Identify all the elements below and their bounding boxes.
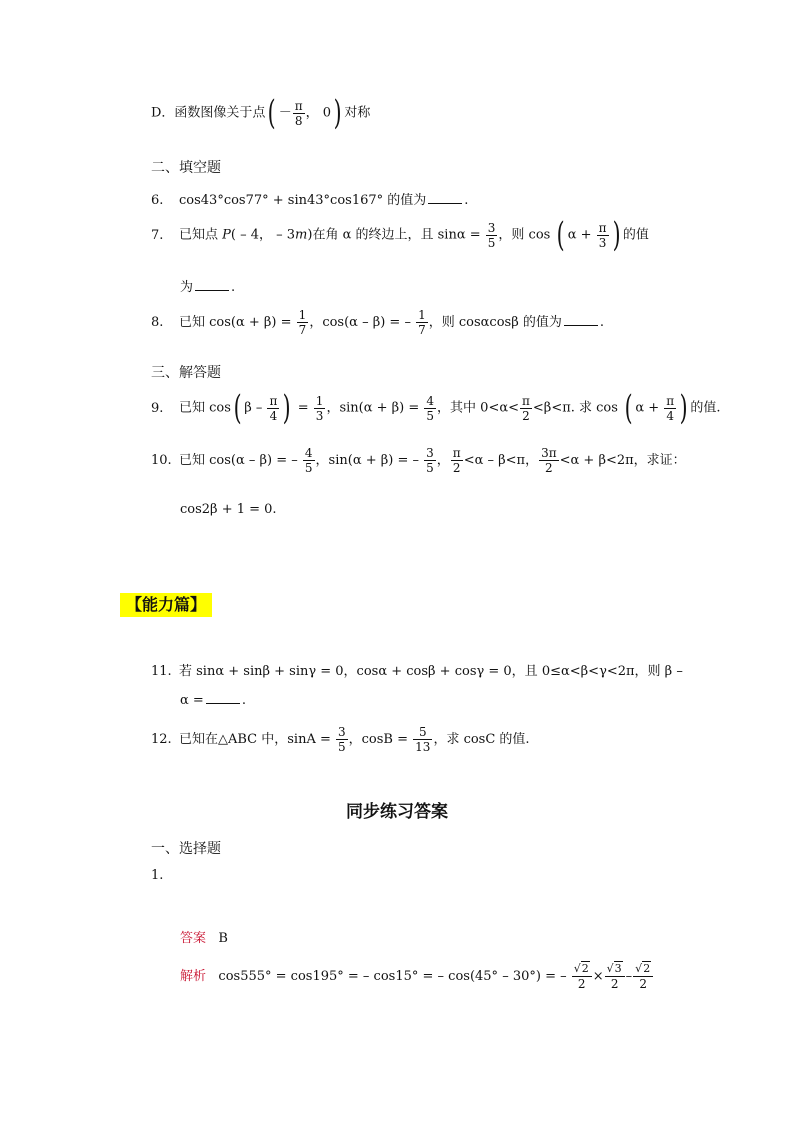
fraction: $\frac{\pi}{2}$ bbox=[452, 446, 461, 475]
fraction: $\frac{4}{5}$ bbox=[426, 393, 435, 423]
answer-line bbox=[180, 927, 228, 946]
fraction: $\frac{√2}{2}$ bbox=[633, 962, 653, 991]
fraction: $\frac{1}{7}$ bbox=[418, 308, 426, 337]
question-11: 11. 若 sinα + sinβ + sinγ = 0，cosα + cosβ + cosγ = 0，且 0≤α<β<γ<2π，则 β – bbox=[151, 664, 683, 679]
question-8: 8. 已知 cos(α + β) = $\frac{1}{7}$ ，cos(α – β) = – $\frac{1}{7}$ ，则 cosαcosβ 的值为 . bbox=[151, 308, 604, 337]
section-fill-blank: 二、填空题 bbox=[151, 160, 221, 176]
question-6: 6. cos43°cos77° + sin43°cos167° 的值为 . bbox=[151, 193, 469, 208]
ability-section-banner: 【能力篇】 bbox=[120, 593, 212, 617]
fraction: $\frac{√3}{2}$ bbox=[605, 962, 625, 991]
section-multiple-choice: 一、选择题 bbox=[151, 841, 221, 857]
fraction: $\frac{4}{5}$ bbox=[304, 446, 313, 475]
fraction: $\frac{\pi}{3}$ bbox=[598, 220, 607, 250]
question-7: 7. 已知点 P( – 4， – 3m)在角 α 的终边上，且 sinα = $\frac{3}{5}$ ，则 cos ( α + $\frac{\pi}{3}$ ) 的值 bbox=[151, 215, 649, 255]
fraction: $\frac{1}{3}$ bbox=[315, 393, 324, 423]
fraction: $\frac{3}{5}$ bbox=[338, 725, 346, 754]
fraction: $\frac{\pi}{4}$ bbox=[269, 393, 278, 423]
fraction: $\frac{√2}{2}$ bbox=[572, 962, 592, 991]
fraction: $\frac{1}{7}$ bbox=[298, 308, 307, 337]
fraction: $\frac{3}{5}$ bbox=[487, 220, 496, 250]
right-paren: ) bbox=[333, 93, 342, 133]
analysis-line: 解析 cos555° = cos195° = – cos15° = – cos(45° – 30°) = – $\frac{√2}{2}$ × $\frac{√3}{2}$ – $\frac{√2}{2}$ bbox=[180, 962, 654, 991]
answer-blank[interactable] bbox=[195, 280, 229, 291]
fraction: $\frac{\pi}{2}$ bbox=[522, 393, 530, 423]
answer-label: 答案 bbox=[180, 931, 207, 946]
question-10: 10. 已知 cos(α – β) = – $\frac{4}{5}$ ，sin(α + β) = – $\frac{3}{5}$ ， $\frac{\pi}{2}$ <α – β<π， $\frac{3\pi}{2}$ <α + β<2π，求证： bbox=[151, 446, 686, 475]
question-11-line2: α = . bbox=[180, 693, 246, 708]
fraction: $\frac{\pi}{8}$ bbox=[294, 98, 303, 128]
question-9: 9. 已知 cos( β – $\frac{\pi}{4}$ ) = $\frac{1}{3}$ ，sin(α + β) = $\frac{4}{5}$ ，其中 0<α< $\frac{\pi}{2}$ <β<π. 求 cos ( α + $\frac{\pi}{4}$ ) 的值. bbox=[151, 388, 721, 428]
question-12: 12. 已知在△ABC 中，sinA = $\frac{3}{5}$ ，cosB = $\frac{5}{13}$ ，求 cosC 的值. bbox=[151, 725, 530, 754]
question-7-line2: 为 . bbox=[180, 280, 236, 295]
answer-blank[interactable] bbox=[206, 693, 240, 704]
fraction: $\frac{3\pi}{2}$ bbox=[541, 446, 557, 475]
answers-title: 同步练习答案 bbox=[346, 802, 448, 822]
section-solve: 三、解答题 bbox=[151, 365, 221, 381]
question-10-line2: cos2β + 1 = 0. bbox=[180, 502, 277, 517]
left-paren: ( bbox=[268, 93, 277, 133]
answer-1-number: 1. bbox=[151, 868, 164, 883]
option-d: D．函数图像关于点( － $\frac{\pi}{8}$ ， 0) 对称 bbox=[151, 93, 371, 133]
answer-value: B bbox=[218, 931, 228, 946]
fraction: $\frac{3}{5}$ bbox=[426, 446, 434, 475]
answer-blank[interactable] bbox=[428, 193, 462, 204]
fraction: $\frac{\pi}{4}$ bbox=[666, 393, 675, 423]
fraction: $\frac{5}{13}$ bbox=[415, 725, 431, 754]
answer-blank[interactable] bbox=[564, 315, 598, 326]
analysis-label: 解析 bbox=[180, 969, 207, 984]
